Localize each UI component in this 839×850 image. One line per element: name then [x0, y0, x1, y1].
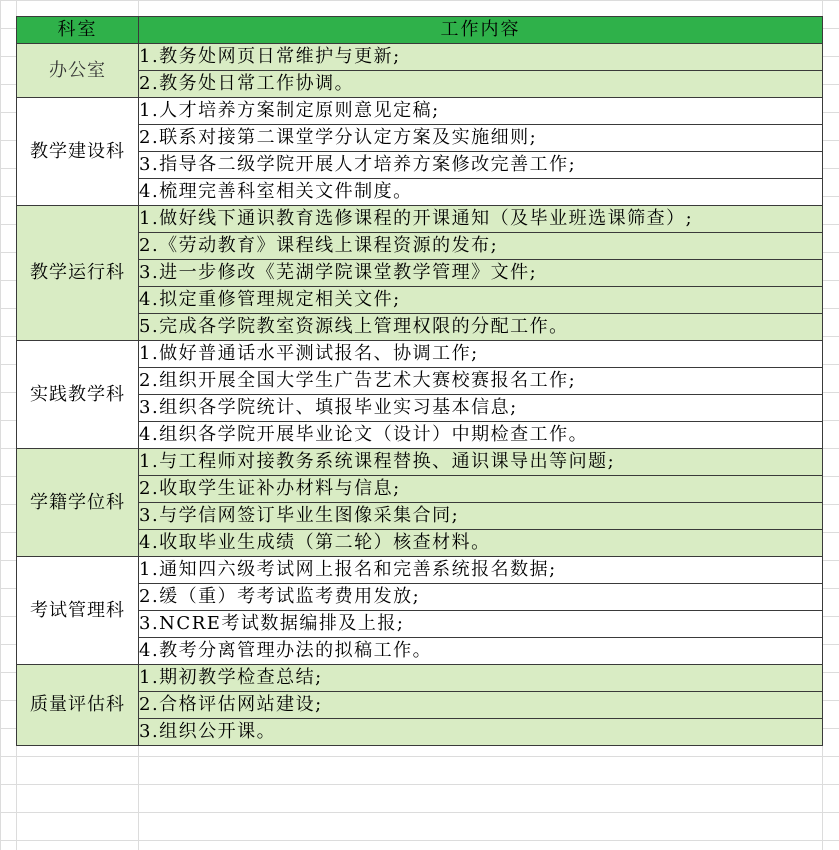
table-body [17, 44, 823, 746]
task-cell[interactable]: 2.组织开展全国大学生广告艺术大赛校赛报名工作; [139, 368, 823, 395]
task-cell[interactable]: 1.通知四六级考试网上报名和完善系统报名数据; [139, 557, 823, 584]
task-cell[interactable]: 4.教考分离管理办法的拟稿工作。 [139, 638, 823, 665]
task-cell[interactable]: 2.联系对接第二课堂学分认定方案及实施细则; [139, 125, 823, 152]
task-cell[interactable]: 1.教务处网页日常维护与更新; [139, 44, 823, 71]
work-content-table [16, 16, 823, 746]
department-cell[interactable]: 教学建设科 [17, 98, 139, 206]
task-cell[interactable]: 3.NCRE考试数据编排及上报; [139, 611, 823, 638]
header-content-cell[interactable]: 工作内容 [139, 17, 823, 44]
table-row [17, 206, 823, 233]
task-cell[interactable]: 2.《劳动教育》课程线上课程资源的发布; [139, 233, 823, 260]
table-row [17, 557, 823, 584]
table-row [17, 449, 823, 476]
task-cell[interactable]: 1.做好线下通识教育选修课程的开课通知（及毕业班选课筛查）; [139, 206, 823, 233]
task-cell[interactable]: 4.组织各学院开展毕业论文（设计）中期检查工作。 [139, 422, 823, 449]
task-cell[interactable]: 3.指导各二级学院开展人才培养方案修改完善工作; [139, 152, 823, 179]
department-cell[interactable]: 办公室 [17, 44, 139, 98]
table-row [17, 665, 823, 692]
task-cell[interactable]: 5.完成各学院教室资源线上管理权限的分配工作。 [139, 314, 823, 341]
task-cell[interactable]: 1.人才培养方案制定原则意见定稿; [139, 98, 823, 125]
table-header-row [17, 17, 823, 44]
task-cell[interactable]: 4.梳理完善科室相关文件制度。 [139, 179, 823, 206]
task-cell[interactable]: 2.收取学生证补办材料与信息; [139, 476, 823, 503]
task-cell[interactable]: 1.做好普通话水平测试报名、协调工作; [139, 341, 823, 368]
table-row [17, 98, 823, 125]
department-cell[interactable]: 学籍学位科 [17, 449, 139, 557]
department-cell[interactable]: 质量评估科 [17, 665, 139, 746]
task-cell[interactable]: 2.教务处日常工作协调。 [139, 71, 823, 98]
task-cell[interactable]: 4.拟定重修管理规定相关文件; [139, 287, 823, 314]
task-cell[interactable]: 3.与学信网签订毕业生图像采集合同; [139, 503, 823, 530]
table-row [17, 341, 823, 368]
task-cell[interactable]: 2.缓（重）考考试监考费用发放; [139, 584, 823, 611]
department-cell[interactable]: 教学运行科 [17, 206, 139, 341]
task-cell[interactable]: 2.合格评估网站建设; [139, 692, 823, 719]
task-cell[interactable]: 3.进一步修改《芜湖学院课堂教学管理》文件; [139, 260, 823, 287]
task-cell[interactable]: 4.收取毕业生成绩（第二轮）核查材料。 [139, 530, 823, 557]
task-cell[interactable]: 3.组织各学院统计、填报毕业实习基本信息; [139, 395, 823, 422]
header-dept-cell[interactable]: 科室 [17, 17, 139, 44]
task-cell[interactable]: 3.组织公开课。 [139, 719, 823, 746]
task-cell[interactable]: 1.与工程师对接教务系统课程替换、通识课导出等问题; [139, 449, 823, 476]
department-cell[interactable]: 实践教学科 [17, 341, 139, 449]
task-cell[interactable]: 1.期初教学检查总结; [139, 665, 823, 692]
table-row [17, 44, 823, 71]
department-cell[interactable]: 考试管理科 [17, 557, 139, 665]
